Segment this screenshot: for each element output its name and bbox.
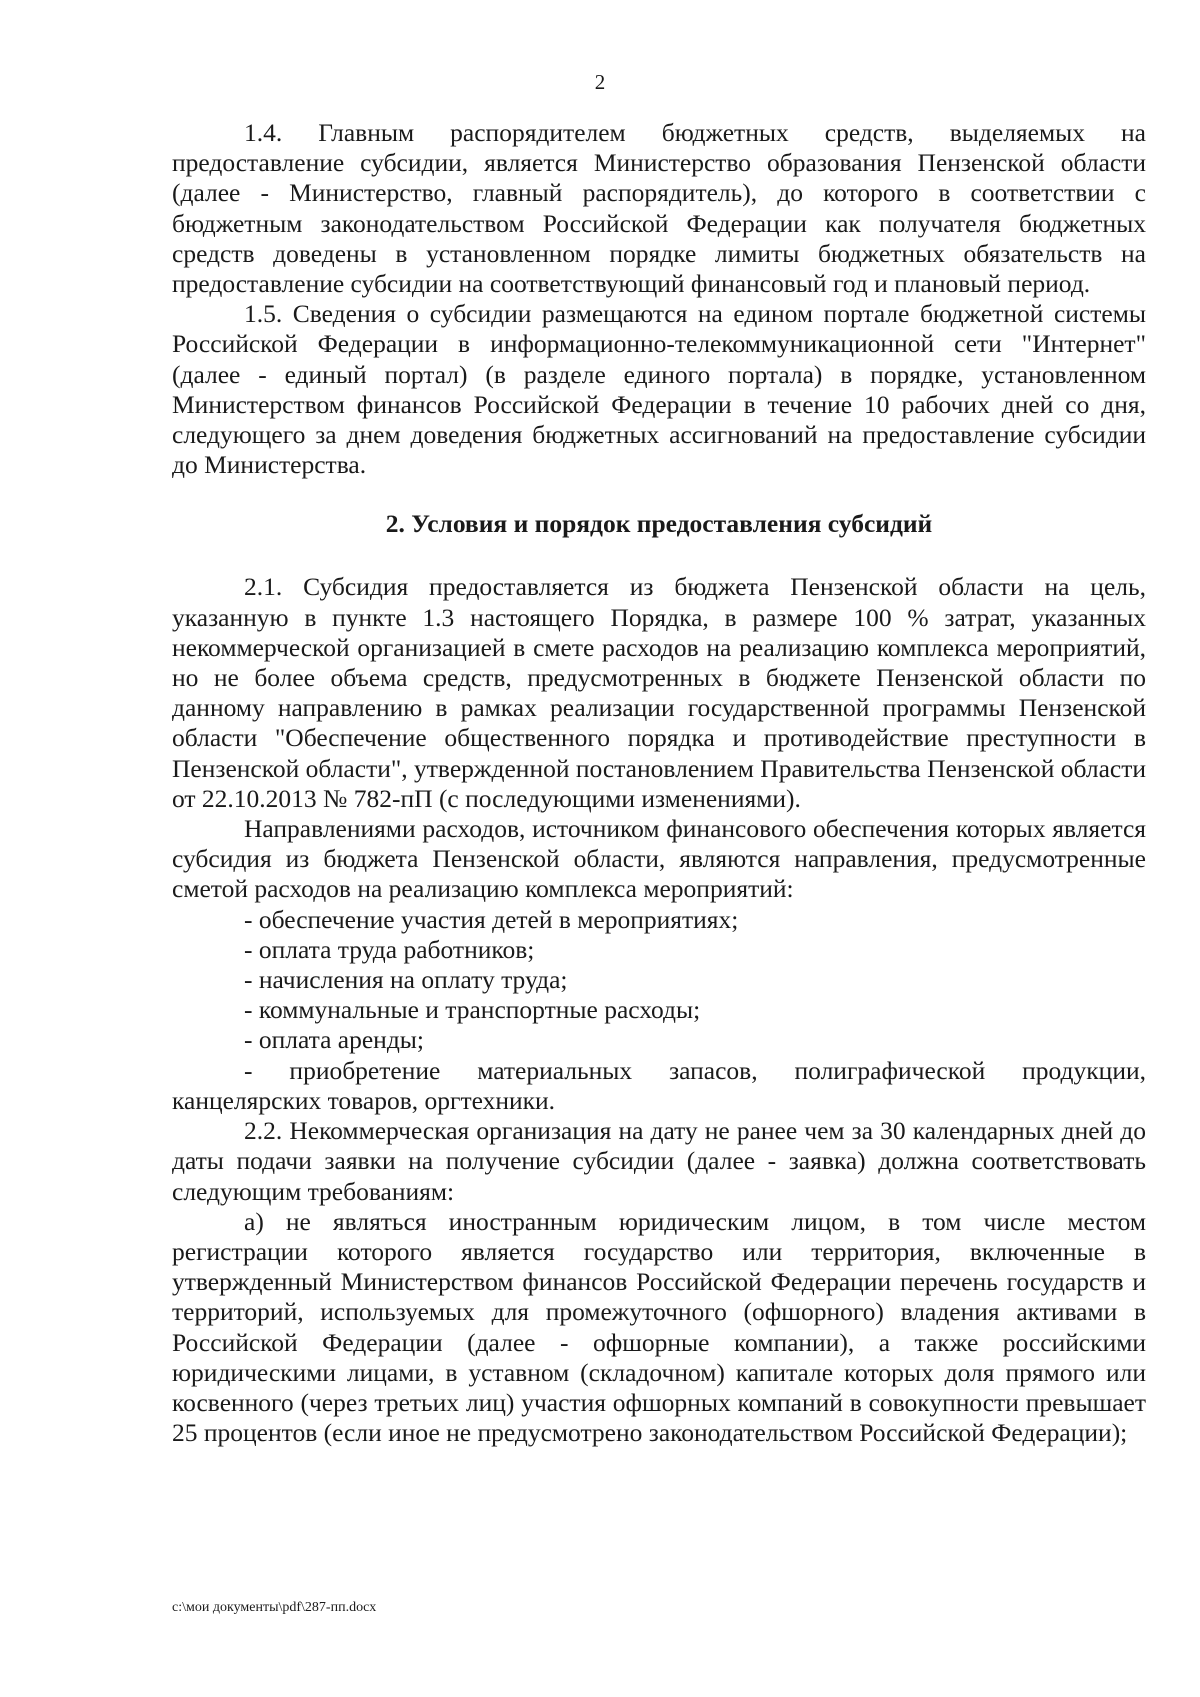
paragraph-2-2-a: а) не являться иностранным юридическим лицом, в том числе местом регистрации которого является государство или территория, включенные в утвержденный Министерством финансов Российской Федерации перечень государств и территорий, используемых для промежуточного (офшорного) владения активами в Российской Федерации (далее - офшорные компании), а также российскими юридическими лицами, в уставном (складочном) капитале которых доля прямого или косвенного (через третьих лиц) участия офшорных компаний в совокупности превышает 25 процентов (если иное не предусмотрено законодательством Российской Федерации); (172, 1206, 1146, 1448)
paragraph-2-1: 2.1. Субсидия предоставляется из бюджета Пензенской области на цель, указанную в пункте 1.3 настоящего Порядка, в размере 100 % затрат, указанных некоммерческой организацией в смете расходов на реализацию комплекса мероприятий, но не более объема средств, предусмотренных в бюджете Пензенской области по данному направлению в рамках реализации государственной программы Пензенской области "Обеспечение общественного порядка и противодействие преступности в Пензенской области", утвержденной постановлением Правительства Пензенской области от 22.10.2013 № 782-пП (с последующими изменениями). (172, 572, 1146, 813)
list-item: - обеспечение участия детей в мероприятиях; (244, 904, 739, 934)
list-item: - оплата аренды; (244, 1025, 425, 1055)
paragraph-2-2: 2.2. Некоммерческая организация на дату не ранее чем за 30 календарных дней до даты подачи заявки на получение субсидии (далее - заявка) должна соответствовать следующим требованиям: (172, 1116, 1146, 1206)
footer-file-path: c:\мои документы\pdf\287-пп.docx (172, 1600, 377, 1615)
page-number: 2 (594, 70, 606, 94)
paragraph-1-5: 1.5. Сведения о субсидии размещаются на едином портале бюджетной системы Российской Федерации в информационно-телекоммуникационной сети "Интернет" (далее - единый портал) (в разделе единого портала) в порядке, установленном Министерством финансов Российской Федерации в течение 10 рабочих дней со дня, следующего за днем доведения бюджетных ассигнований на предоставление субсидии до Министерства. (172, 299, 1146, 480)
list-item: - коммунальные и транспортные расходы; (244, 995, 701, 1025)
section-heading: 2. Условия и порядок предоставления субсидий (385, 509, 933, 539)
document-body (172, 118, 1146, 1448)
list-item: - начисления на оплату труда; (244, 965, 568, 995)
paragraph-expense-directions: Направлениями расходов, источником финансового обеспечения которых является субсидия из бюджета Пензенской области, являются направления, предусмотренные сметой расходов на реализацию комплекса мероприятий: (172, 814, 1146, 904)
list-item: - оплата труда работников; (244, 934, 535, 964)
paragraph-1-4: 1.4. Главным распорядителем бюджетных средств, выделяемых на предоставление субсидии, является Министерство образования Пензенской области (далее - Министерство, главный распорядитель), до которого в соответствии с бюджетным законодательством Российской Федерации как получателя бюджетных средств доведены в установленном порядке лимиты бюджетных обязательств на предоставление субсидии на соответствующий финансовый год и плановый период. (172, 118, 1146, 299)
list-item: - приобретение материальных запасов, полиграфической продукции, канцелярских товаров, оргтехники. (172, 1055, 1146, 1115)
